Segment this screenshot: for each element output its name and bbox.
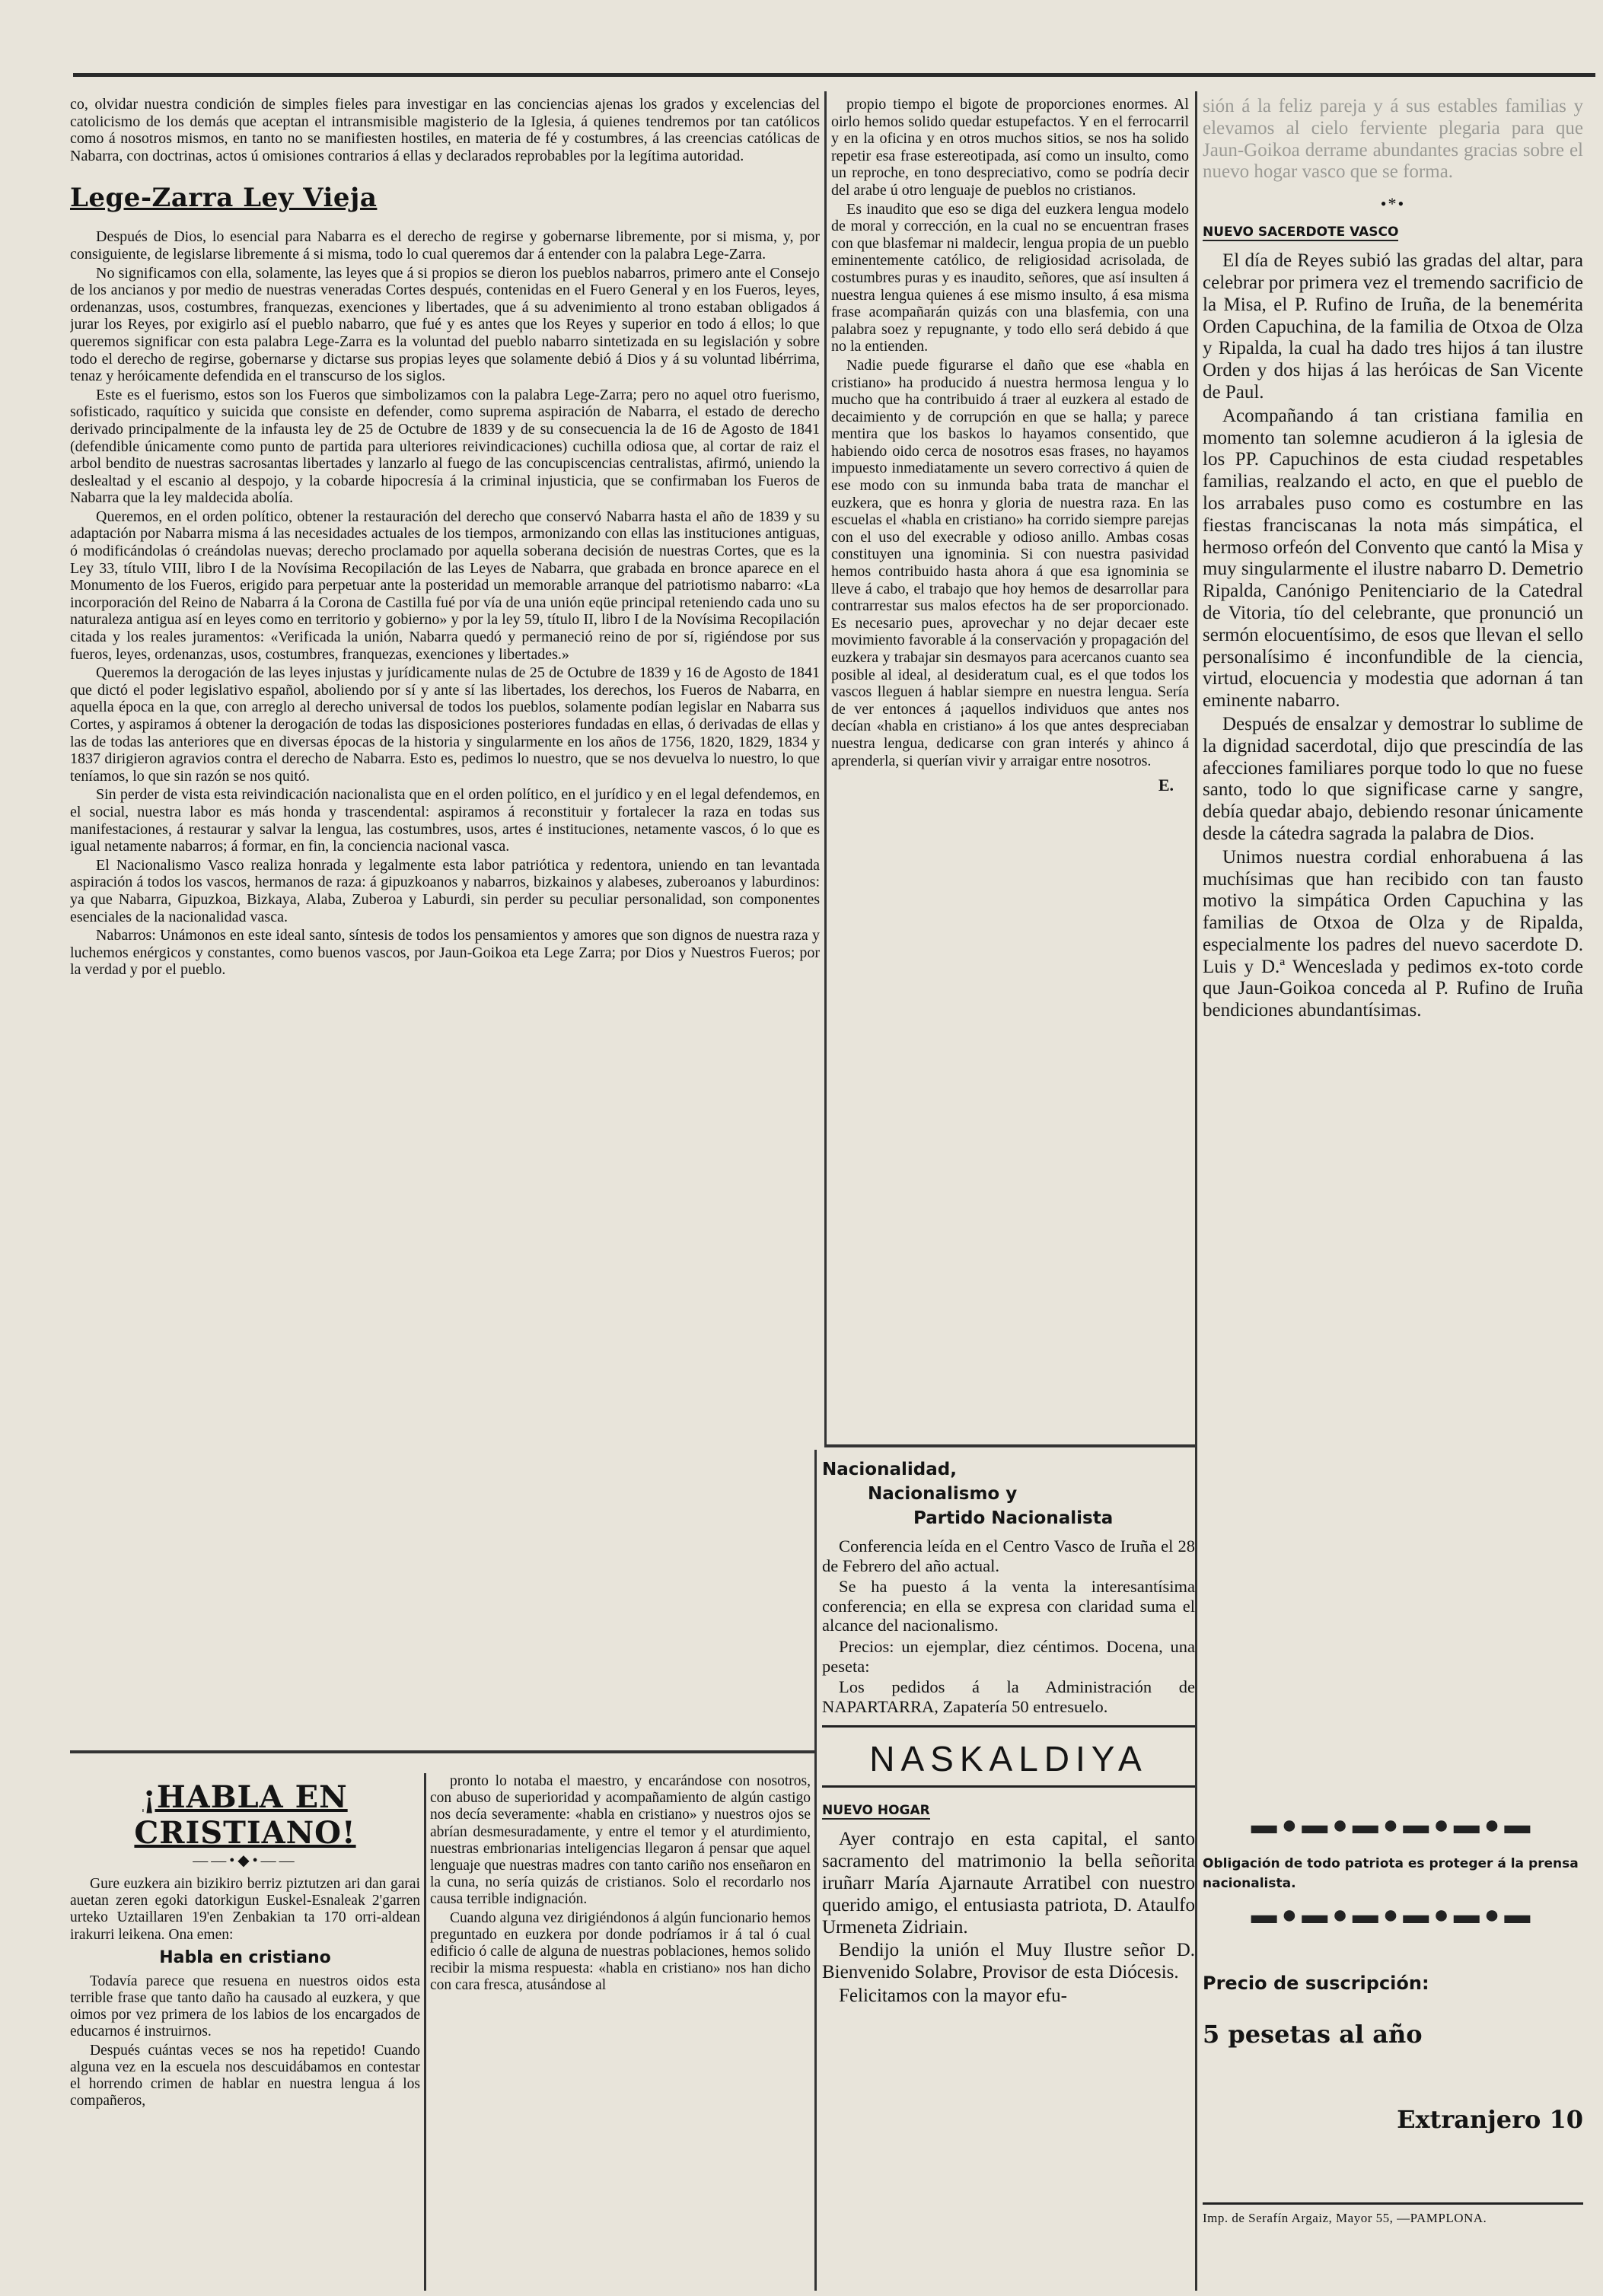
paragraph: Unimos nuestra cordial enhorabuena á las muchísimas que han recibido con tan fausto motivo la simpática Orden Capuchina y las familias de Otxoa de Olza y de Ripalda, especialmente los padres del nuevo sacerdote D. Luis y D.ª Wenceslada y pedimos ex-toto corde que Jaun-Goikoa conceda al P. Rufino de Iruña bendiciones abundantísimas.: [1203, 846, 1583, 1021]
bead-ornament: ▬●▬●▬●▬●▬●▬: [1251, 1811, 1535, 1839]
paragraph: Después cuántas veces se nos ha repetido! Cuando alguna vez en la escuela nos descuidábamos en contestar el horrendo crimen de hablar en nuestra lengua á los compañeros,: [70, 2042, 420, 2110]
article-title: ¡HABLA EN CRISTIANO!: [134, 1779, 356, 1851]
notices-column: [822, 1450, 1195, 2291]
section-rule: [822, 1785, 1195, 1788]
paragraph: Conferencia leída en el Centro Vasco de Iruña el 28 de Febrero del año actual.: [822, 1537, 1195, 1575]
article-intro: Gure euzkera ain bizikiro berriz piztutzen ari dan garai auetan zeren egoki datorkigun Euskel-Esnaleak 2'garren urteko Uztaillaren 19'en Zenbakian ta 170 orri-aldean irakurri leikena. Ona emen:: [70, 1876, 420, 1943]
paragraph: El Nacionalismo Vasco realiza honrada y legalmente esta labor patriótica y redentora, uniendo en tan levantada aspiración á todos los vascos, hermanos de raza: á gipuzkoanos y nabarros, bizkainos y alabeses, zuberoanos y laburdinos: ya que Nabarra, Gipuzkoa, Bizkaya, Alaba, Zuberoa y Laburdi, sin perder su peculiar personalidad, son componentes esenciales de la nacionalidad vasca.: [70, 856, 820, 925]
paragraph: propio tiempo el bigote de proporciones enormes. Al oirlo hemos solido quedar estupefactos. Y en el ferrocarril y en la oficina y en otros muchos sitios, se nos ha solido repetir esa frase estereotipada, así como un insulto, como un reproche, en tono despreciativo, como se podría decir del arabe ú otro lenguaje de pueblos no cristianos.: [831, 96, 1189, 199]
section-rule: [824, 1444, 1195, 1447]
article-heading: Lege-Zarra Ley Vieja: [70, 183, 378, 214]
paragraph: Sin perder de vista esta reivindicación nacionalista que en el orden político, en el jurídico y en el legal defendemos, en el social, nuestra labor es más honda y trascendental: aspiramos á reconstituir y fortalecer la raza en todas sus manifestaciones, á restaurar y salvar la lengua, las costumbres, usos, artes é instituciones, netamente vascos, ó lo que es igual netamente nabarros; á formar, en fin, la conciencia nacional vasca.: [70, 786, 820, 855]
faint-text: sión á la feliz pareja y á sus estables familias y elevamos al cielo ferviente plegaria para que Jaun-Goikoa derrame abundantes gracias sobre el nuevo hogar vasco que se forma.: [1203, 96, 1583, 183]
column-divider: [814, 1450, 817, 2291]
top-rule: [73, 73, 1595, 77]
subscription-box: [1203, 1804, 1583, 2291]
article-signature: E.: [1158, 775, 1174, 795]
paragraph: No significamos con ella, solamente, las leyes que á si propios se dieron los pueblos nabarros, primero ante el Consejo de los ancianos y por medio de nuestras veneradas Cortes después, contenidas en el Fuero General y en los Fueros, leyes, ordenanzas, usos, costumbres, franquezas, exenciones y libertades, que á su advenimiento al trono estaban obligados á jurar los Reyes, por exigirlo así el pueblo nabarro, que fué y es antes que los Reyes y superior en todo á ellos; lo que queremos significar con esta palabra Lege-Zarra es la voluntad del pueblo nabarro sintetizada en su legislación y sobre todo el derecho de regirse, gobernarse y dictarse sus propias leyes que solamente debió á Dios y á su voluntad libérrima, tenaz y heróicamente defendida en el transcurso de los siglos.: [70, 264, 820, 385]
column-divider: [1195, 91, 1197, 2291]
notice-heading-line: Nacionalidad,: [822, 1460, 957, 1479]
patriot-note: Obligación de todo patriota es proteger á la prensa nacionalista.: [1203, 1856, 1579, 1891]
paragraph: Acompañando á tan cristiana familia en momento tan solemne acudieron á la iglesia de los PP. Capuchinos de esta ciudad respetables familias, realzando el acto, en que el pueblo de los arrabales puso como es costumbre en las fiestas franciscanas la nota más simpática, el hermoso orfeón del Convento que cantó la Misa y muy singularmente el ilustre nabarro D. Demetrio Ripalda, Canónigo Penitenciario de la Catedral de Vitoria, tío del celebrante, que pronunció un sermón elocuentísimo, de esos que llevan el sello personalísimo é inconfundible de la ciencia, virtud, elocuencia y modestia que adornan á tan eminente nabarro.: [1203, 405, 1583, 712]
article-lege-zarra: [70, 96, 820, 1763]
article-subheading: Habla en cristiano: [159, 1947, 331, 1967]
notice-heading: [822, 1457, 1195, 1530]
section-rule: [822, 1725, 1195, 1728]
section-title: NASKALDIYA: [869, 1739, 1148, 1779]
notice-heading-line: Nacionalismo y: [868, 1484, 1018, 1504]
notice-heading-line: Partido Nacionalista: [913, 1508, 1114, 1528]
printer-imprint: Imp. de Serafín Argaiz, Mayor 55, —PAMPLONA.: [1203, 2202, 1583, 2226]
bead-ornament: ▬●▬●▬●▬●▬●▬: [1251, 1901, 1535, 1929]
paragraph: Los pedidos á la Administración de NAPARTARRA, Zapatería 50 entresuelo.: [822, 1677, 1195, 1716]
paragraph: Cuando alguna vez dirigiéndonos á algún funcionario hemos preguntado en euzkera por donde podríamos ir á tal ó cual edificio ó calle de alguna de nuestras poblaciones, hemos solido recibir la misma respuesta: «habla en cristiano» nos han dicho con cara fresca, atusándose al: [430, 1909, 811, 1994]
paragraph: Este es el fuerismo, estos son los Fueros que simbolizamos con la palabra Lege-Zarra; pero no aquel otro fuerismo, sofisticado, raquítico y suicida que consiste en defender, como suprema aspiración de Nabarra, el estado de derecho derivado principalmente de la infausta ley de 25 de Octubre de 1839 y de su consecuencia la de 16 de Agosto de 1841 (defendible únicamente como punto de partida para ulteriores reivindicaciones) cuchilla odiosa que, al cortar de raiz el arbol bendito de nuestras sacrosantas libertades y lanzarlo al fuego de las concupiscencias centralistas, afirmó, uniendo la deslealtad y el escanio al despojo, y la cobarde hipocresía á la criminal injusticia, que se confirmaban los Fueros de Nabarra que la ley maldecida abolía.: [70, 386, 820, 507]
section-rule: [70, 1750, 814, 1753]
paragraph: Es inaudito que eso se diga del euzkera lengua modelo de moral y corrección, en la cual no se encuentran frases con que blasfemar ni maldecir, lengua propia de un pueblo eminentemente católico, de religiosidad acrisolada, de costumbres puras y es inaudito, señores, que así insulten á nuestra lengua quienes á ese mismo insulto, á esa misma frase acompañarán quizás con una blasfemia, con una palabra soez y repugnante, y todo ello será debido á que no la entienden.: [831, 200, 1189, 355]
article-intro: co, olvidar nuestra condición de simples fieles para investigar en las conciencias ajenas los grados y excelencias del catolicismo de los demás que aceptan el intransmisible magisterio de la Iglesia, á quienes tendremos por tan católicos como á nosotros mismos, en tanto no se manifiesten hostiles, en materia de fé y costumbres, á las creencias católicas de Nabarra, con doctrinas, actos ú omisiones contrarios á ellas y declarados reprobables por la legítima autoridad.: [70, 96, 820, 164]
article-habla-en-cristiano-cont: [430, 1773, 811, 2291]
paragraph: Bendijo la unión el Muy Ilustre señor D. Bienvenido Solabre, Provisor de esta Diócesis.: [822, 1940, 1195, 1983]
paragraph: Felicitamos con la mayor efu-: [839, 1985, 1067, 2006]
article-habla-continued: [831, 96, 1189, 1443]
article-heading: NUEVO HOGAR: [822, 1803, 930, 1819]
column-divider: [424, 1773, 426, 2291]
paragraph: El día de Reyes subió las gradas del altar, para celebrar por primera vez el tremendo sacrificio de la Misa, el P. Rufino de Iruña, de la benemérita Orden Capuchina, de la familia de Otxoa de Olza y Ripalda, la cual ha dado tres hijos á tan ilustre Orden y dos hijas á las heróicas de San Vicente de Paul.: [1203, 250, 1583, 403]
paragraph: Todavía parece que resuena en nuestros oidos esta terrible frase que tanto daño ha causado al euzkera, y que oimos por vez primera de los labios de los encargados de educarnos é instruirnos.: [70, 1973, 420, 2040]
paragraph: Ayer contrajo en esta capital, el santo sacramento del matrimonio la bella señorita iruñarr María Ajarnaute Arratibel con nuestro querido amigo, el entusiasta patriota, D. Ataulfo Urmeneta Zidriain.: [822, 1829, 1195, 1938]
paragraph: Queremos la derogación de las leyes injustas y jurídicamente nulas de 25 de Octubre de 1839 y 16 de Agosto de 1841 que dictó el poder legislativo español, aboliendo por sí y ante sí las libertades, los derechos, los Fueros de Nabarra, en aquella época en la que, con arreglo al derecho universal de todos los pueblos, solamente podían legislar en Nabarra sus Cortes, y aspiramos á obtener la derogación de todas las disposiciones posteriores fundadas en ellas, ó derivadas de ellas y las de todas las anteriores que en diversas épocas de la historia y singularmente en los años de 1756, 1820, 1829, 1834 y 1837 dirigieron agravios contra el derecho de Nabarra. Esto es, pedimos lo nuestro, que se nos devuelva lo nuestro, lo que teníamos, lo que sin razón se nos quitó.: [70, 664, 820, 785]
paragraph: Precios: un ejemplar, diez céntimos. Docena, una peseta:: [822, 1636, 1195, 1676]
paragraph: Nadie puede figurarse el daño que ese «habla en cristiano» ha producido á nuestra hermosa lengua y lo mucho que ha contribuido á traer al euzkera al estado de decaimiento y de corrupción en que se halla; y parece mentira que los baskos lo hayamos consentido, que habiendo oido cerca de nosotros esas frases, no hayamos impuesto inmediatamente un severo correctivo á quien de ese modo con su inmunda baba trata de manchar el euzkera, que es honra y gloria de nuestra raza. En las escuelas el «habla en cristiano» ha corrido siempre parejas con el uso del execrable y odioso anillo. Ambas cosas constituyen una ignominia. Si con nuestra pasividad hemos contribuido hasta ahora á que esa ignominia se lleve á cabo, el trabajo que hoy hemos de desarrollar para contrarrestar sus malos efectos ha de ser proporcionado. Es necesario pues, aprovechar y no dejar decaer este movimiento favorable á la conservación y propagación del euzkera y trabajar sin desmayos para acercanos cuanto sea posible al ideal, al desideratum cual, es el que todos los vascos lleguen á hablar siempre en nuestra lengua. Sería de ver entonces á ¡aquellos individuos que antes nos decían «habla en cristiano» á los que antes despreciaban nuestra lengua, dedicarse con gran interés y ahinco á aprenderla, si querían vivir y arraigar entre nosotros.: [831, 356, 1189, 769]
paragraph: Después de Dios, lo esencial para Nabarra es el derecho de regirse y gobernarse libremente, por si misma, y, por consiguiente, de legislarse libremente á si misma, todo lo cual queremos dar á entender con la palabra Lege-Zarra.: [70, 228, 820, 263]
title-ornament: ——•◆•——: [193, 1852, 298, 1869]
article-nuevo-sacerdote: [1203, 96, 1583, 1793]
subscription-abroad: Extranjero 10: [1397, 2105, 1583, 2134]
column-divider: [824, 91, 827, 1446]
paragraph: Queremos, en el orden político, obtener la restauración del derecho que conservó Nabarra hasta el año de 1839 y su adaptación por Nabarra misma á las necesidades actuales de los tiempos, armonizando con ellas las instituciones antiguas, ó modificándolas ó creándolas nuevas; derecho proclamado por aquella soberana decisión de nuestras Cortes, que es la Ley 33, título VIII, libro I de la Novísima Recopilación de las Leyes de Nabarra, que grabada en bronce aparece en el Monumento de los Fueros, erigido para perpetuar ante la posteridad un memorable arranque del patriotismo nabarro: «La incorporación del Reino de Nabarra á la Corona de Castilla fué por vía de una unión eqüe principal reteniendo cada uno su naturaleza antigua así en leyes como en territorio y gobierno» y por la ley 59, título II, libro I de la Novísima Recopilación citada y los reales juramentos: «Verificada la unión, Nabarra quedó y permaneció reino de por sí, rigiéndose por sus fueros, leyes, ordenanzas, usos, costumbres, franquezas, exenciones y libertades.»: [70, 508, 820, 663]
paragraph: Se ha puesto á la venta la interesantísima conferencia; en ella se expresa con claridad suma el alcance del nacionalismo.: [822, 1577, 1195, 1635]
paragraph: Nabarros: Unámonos en este ideal santo, síntesis de todos los pensamientos y amores que son dignos de nuestra raza y luchemos enérgicos y constantes, como buenos vascos, por Jaun-Goikoa eta Lege Zarra; por Dios y Nuestros Fueros; por la verdad y por el pueblo.: [70, 927, 820, 979]
paragraph: Después de ensalzar y demostrar lo sublime de la dignidad sacerdotal, dijo que prescindía de las afecciones familiares porque todo lo que no fuese santo, todo lo que significase carne y sangre, debía quedar abajo, debiendo resonar únicamente desde la cátedra sagrada la palabra de Dios.: [1203, 713, 1583, 844]
article-habla-en-cristiano: [70, 1773, 420, 2291]
article-heading: NUEVO SACERDOTE VASCO: [1203, 225, 1399, 240]
section-stars: •*•: [1380, 194, 1406, 214]
paragraph: pronto lo notaba el maestro, y encarándose con nosotros, con abuso de superioridad y acompañamiento de algún castigo nos decía severamente: «habla en cristiano» y nuestros ojos se abrían desmesuradamente, y entre el temor y el aturdimiento, nuestras embrionarias inteligencias llegaron á pensar que aquel lenguaje que nuestras madres con tanto cariño nos enseñaron en la cuna, no sería quizás de cristianos. Solo el recordarlo nos causa terrible indignación.: [430, 1773, 811, 1908]
subscription-label: Precio de suscripción:: [1203, 1973, 1429, 1994]
subscription-price: 5 pesetas al año: [1203, 2020, 1423, 2049]
